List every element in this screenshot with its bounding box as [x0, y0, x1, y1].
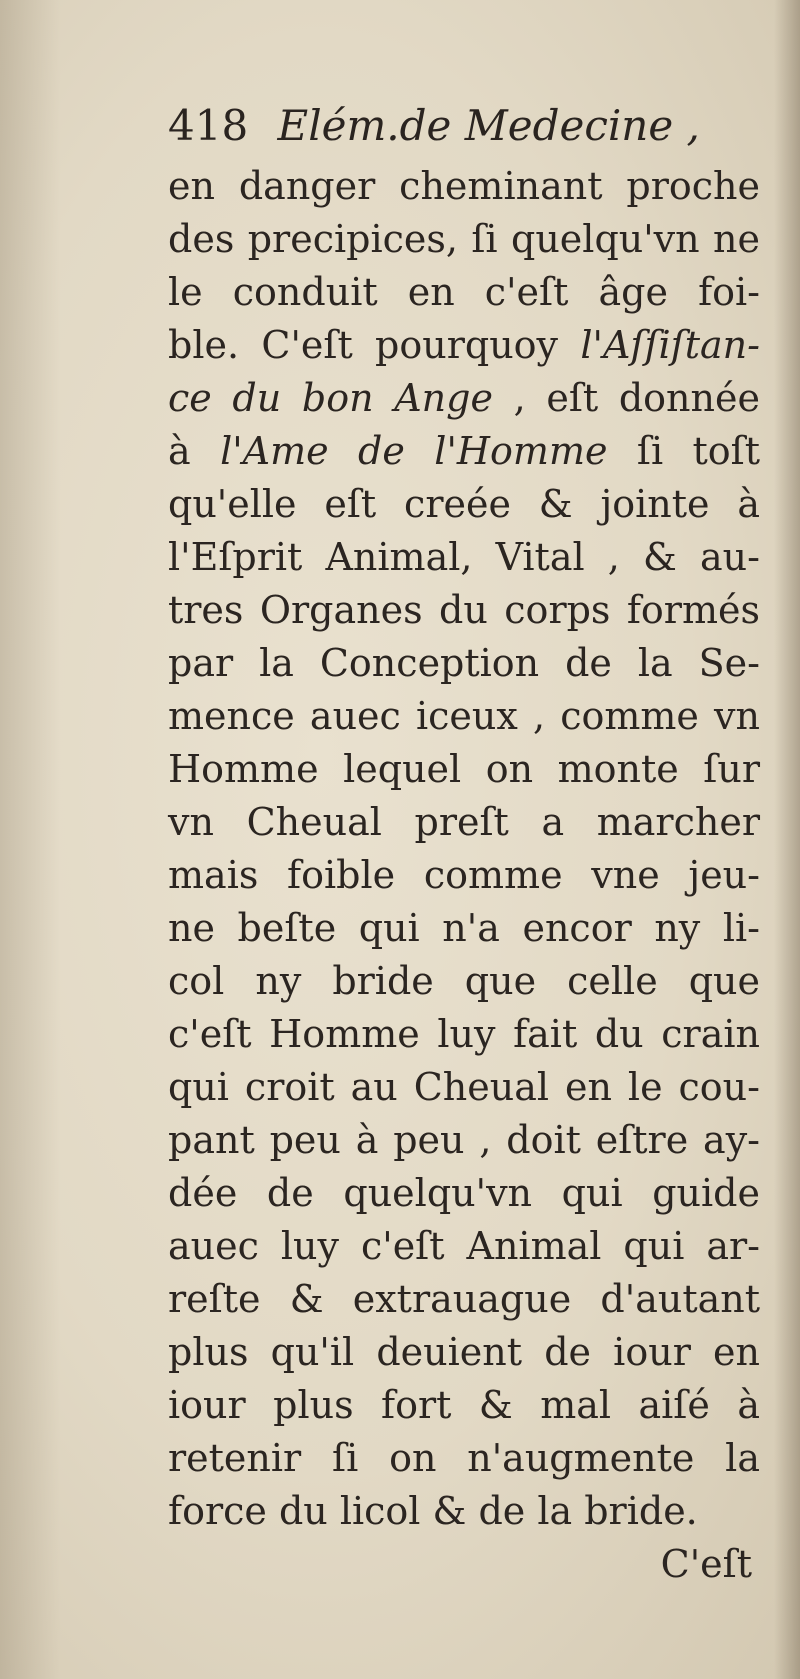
text-run: Homme lequel on monte ſur — [168, 747, 760, 791]
text-line — [168, 637, 760, 690]
text-run: plus qu'il deuient de iour en — [168, 1330, 760, 1374]
text-line — [168, 584, 760, 637]
italic-run: ce du bon Ange — [168, 376, 493, 420]
text-line — [168, 1485, 760, 1538]
catchword: C'eſt — [660, 1542, 752, 1586]
italic-run: l'Aſſiſtan- — [580, 323, 760, 367]
text-line — [168, 1326, 760, 1379]
text-run: retenir ſi on n'augmente la — [168, 1436, 760, 1480]
text-run: iour plus fort & mal aiſé à — [168, 1383, 760, 1427]
text-line — [168, 1273, 760, 1326]
text-run: force du licol & de la bride. — [168, 1489, 698, 1533]
text-run: dée de quelqu'vn qui guide — [168, 1171, 760, 1215]
page-number: 418 — [168, 101, 249, 150]
text-line — [168, 690, 760, 743]
italic-run: l'Ame de l'Homme — [220, 429, 608, 473]
text-line — [168, 425, 760, 478]
text-run: l'Eſprit Animal, Vital , & au- — [168, 535, 760, 579]
text-run: des precipices, ſi quelqu'vn ne — [168, 217, 760, 261]
running-title: Elém.de Medecine , — [277, 101, 700, 150]
text-line — [168, 1008, 760, 1061]
text-run: le conduit en c'eſt âge foi- — [168, 270, 760, 314]
text-run: qui croit au Cheual en le cou- — [168, 1065, 760, 1109]
text-line — [168, 1432, 760, 1485]
text-run: , eſt donnée — [492, 376, 760, 420]
running-head — [168, 96, 728, 156]
text-run: ne beſte qui n'a encor ny li- — [168, 906, 760, 950]
text-line — [168, 531, 760, 584]
text-line — [168, 902, 760, 955]
text-line — [168, 266, 760, 319]
text-line — [168, 213, 760, 266]
text-line — [168, 160, 760, 213]
text-line — [168, 319, 760, 372]
body-text — [168, 160, 760, 1538]
text-run: reſte & extrauague d'autant — [168, 1277, 760, 1321]
text-line — [168, 1061, 760, 1114]
text-line — [168, 1379, 760, 1432]
text-run: par la Conception de la Se- — [168, 641, 760, 685]
text-line — [168, 478, 760, 531]
text-line — [168, 955, 760, 1008]
text-run: ble. C'eſt pourquoy — [168, 323, 581, 367]
text-run: c'eſt Homme luy fait du crain — [168, 1012, 760, 1056]
text-run: pant peu à peu , doit eſtre ay- — [168, 1118, 760, 1162]
text-line — [168, 1220, 760, 1273]
text-run: col ny bride que celle que — [168, 959, 760, 1003]
text-line — [168, 849, 760, 902]
text-line — [168, 796, 760, 849]
text-run: ſi toſt — [607, 429, 761, 473]
text-line — [168, 1114, 760, 1167]
text-run: qu'elle eſt creée & jointe à — [168, 482, 760, 526]
text-line — [168, 372, 760, 425]
text-run: vn Cheual preſt a marcher — [168, 800, 760, 844]
text-line — [168, 1167, 760, 1220]
text-run: auec luy c'eſt Animal qui ar- — [168, 1224, 760, 1268]
text-run: mais foible comme vne jeu- — [168, 853, 760, 897]
text-run: mence auec iceux , comme vn — [168, 694, 760, 738]
text-line — [168, 743, 760, 796]
text-run: tres Organes du corps formés — [168, 588, 760, 632]
text-run: en danger cheminant proche — [168, 164, 760, 208]
text-run: à — [168, 429, 221, 473]
